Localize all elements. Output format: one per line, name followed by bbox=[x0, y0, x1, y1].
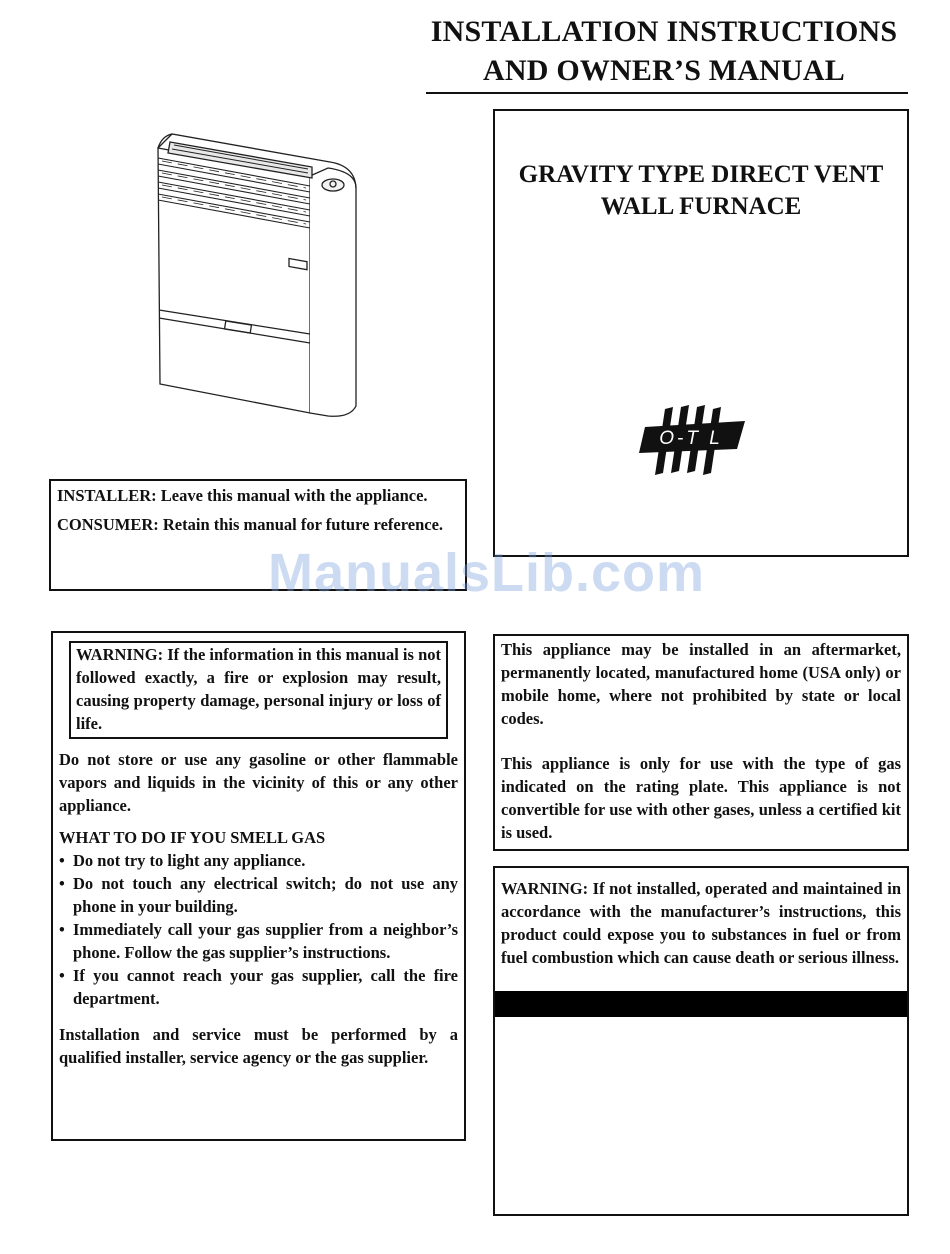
title-divider bbox=[426, 92, 908, 94]
installer-note: INSTALLER: Leave this manual with the appliance. bbox=[57, 486, 428, 505]
installation-location-note: This appliance may be installed in an aftermarket, permanently located, manufactured home (USA only) or mobile home, where not prohibited by state or local codes. bbox=[501, 640, 901, 728]
list-item: • Do not touch any electrical switch; do not use any phone in your building. bbox=[59, 872, 458, 918]
otl-certification-logo bbox=[633, 403, 753, 477]
storage-warning: Do not store or use any gasoline or other flammable vapors and liquids in the vicinity of this or any other appliance. bbox=[59, 750, 458, 815]
combustion-warning-text: WARNING: If not installed, operated and maintained in accordance with the manufacturer’s instructions, this product could expose you to substances in fuel or from fuel combustion which can cause death or serious illness. bbox=[501, 879, 901, 967]
logo-text: O-T L bbox=[659, 428, 723, 449]
appliance-info-panel bbox=[493, 634, 909, 851]
manual-title bbox=[410, 12, 918, 90]
list-item: • Immediately call your gas supplier from a neighbor’s phone. Follow the gas supplier’s instructions. bbox=[59, 918, 458, 964]
fire-warning-box bbox=[69, 641, 448, 739]
smell-gas-heading: WHAT TO DO IF YOU SMELL GAS bbox=[59, 828, 326, 847]
watermark: ManualsLib.com bbox=[268, 543, 706, 603]
service-note: Installation and service must be performed by a qualified installer, service agency or the gas supplier. bbox=[59, 1025, 458, 1067]
wall-furnace-illustration bbox=[150, 128, 365, 423]
product-title-line1: GRAVITY TYPE DIRECT VENT bbox=[518, 161, 884, 188]
manual-title-line2: AND OWNER’S MANUAL bbox=[483, 54, 845, 87]
gas-type-note: This appliance is only for use with the type of gas indicated on the rating plate. This appliance is not convertible for use with other gases, unless a certified kit is used. bbox=[501, 754, 901, 842]
gas-safety-panel bbox=[51, 631, 466, 1141]
smell-gas-list bbox=[59, 849, 458, 1010]
consumer-note: CONSUMER: Retain this manual for future reference. bbox=[57, 515, 444, 534]
product-title bbox=[495, 159, 907, 223]
combustion-warning-panel bbox=[493, 866, 909, 1216]
black-bar bbox=[495, 991, 907, 1017]
list-item: • If you cannot reach your gas supplier, call the fire department. bbox=[59, 964, 458, 1010]
list-item: • Do not try to light any appliance. bbox=[59, 849, 458, 872]
product-title-line2: WALL FURNACE bbox=[600, 193, 802, 220]
fire-warning-text: WARNING: If the information in this manual is not followed exactly, a fire or explosion may result, causing property damage, personal injury or loss of life. bbox=[76, 645, 441, 733]
product-panel bbox=[493, 109, 909, 557]
manual-title-line1: INSTALLATION INSTRUCTIONS bbox=[430, 15, 898, 48]
